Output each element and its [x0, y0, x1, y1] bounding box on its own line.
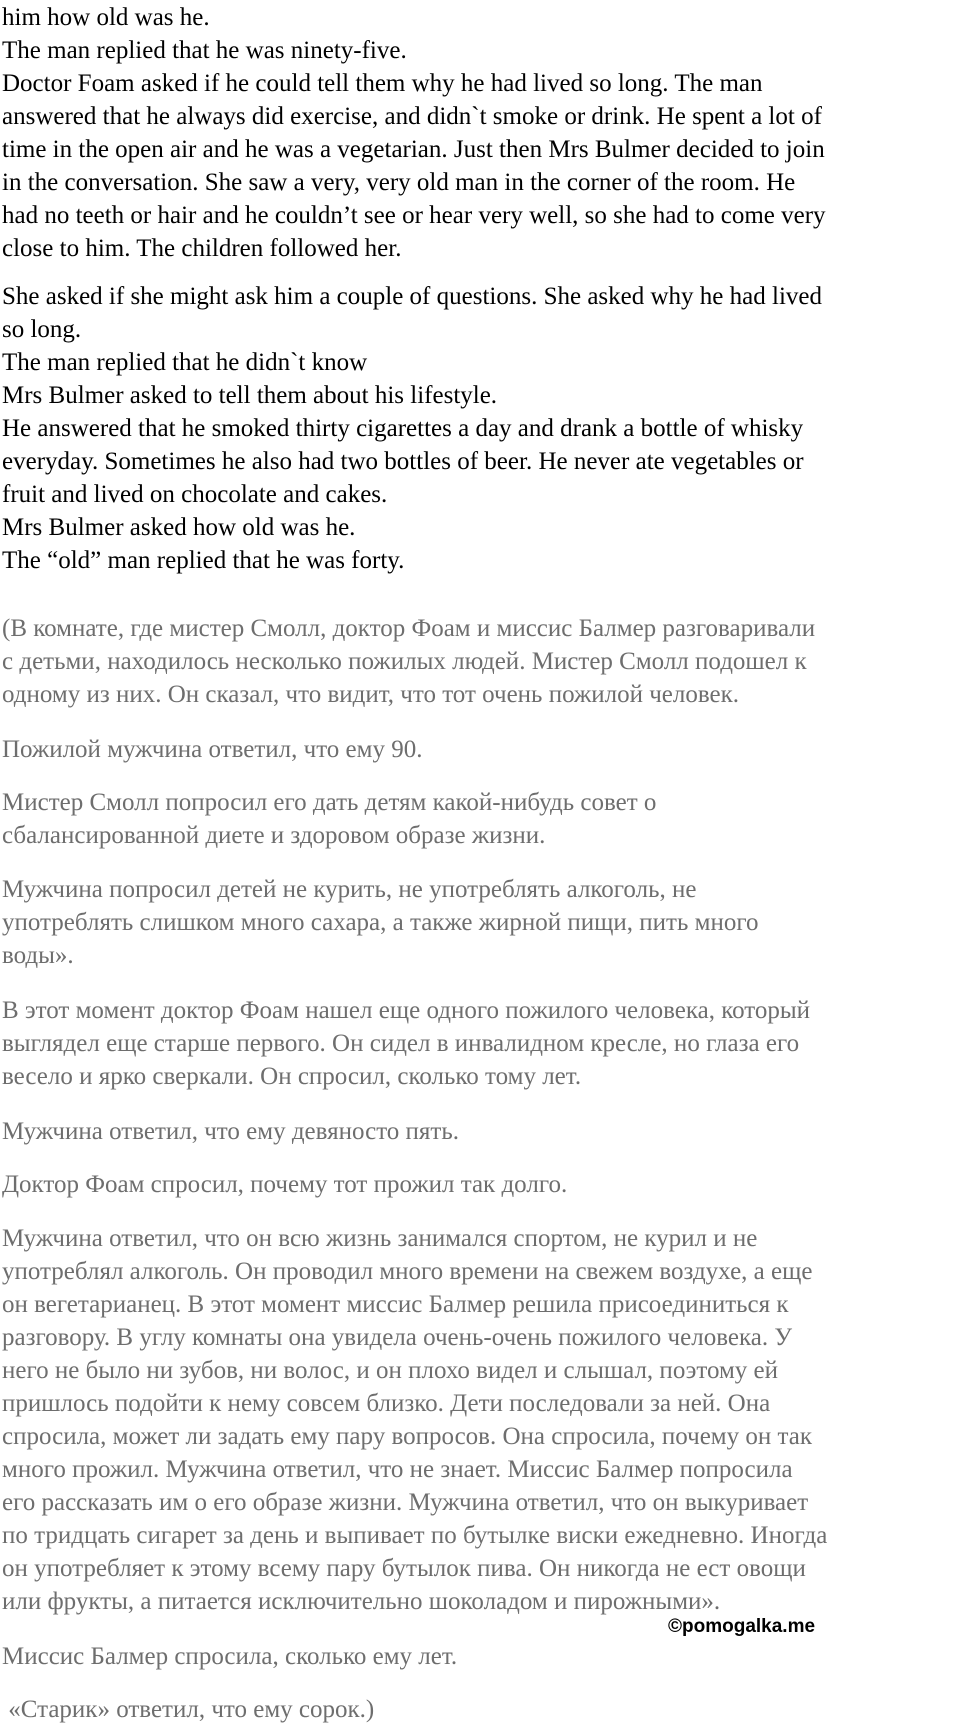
text-line: She asked if she might ask him a couple of questions. She asked why he had lived	[2, 283, 822, 310]
russian-paragraph-1	[2, 612, 958, 711]
text-line: сбалансированной диете и здоровом образе жизни.	[2, 822, 546, 849]
text-line: по тридцать сигарет за день и выпивает по бутылке виски ежедневно. Иногда	[2, 1522, 828, 1549]
text-line: Мужчина ответил, что ему девяносто пять.	[2, 1118, 460, 1145]
text-line: его рассказать им о его образе жизни. Мужчина ответил, что он выкуривает	[2, 1489, 809, 1516]
text-line: fruit and lived on chocolate and cakes.	[2, 481, 388, 508]
text-line: Миссис Балмер спросила, сколько ему лет.	[2, 1643, 458, 1670]
text-line: употреблял алкоголь. Он проводил много времени на свежем воздухе, а еще	[2, 1258, 813, 1285]
text-line: много прожил. Мужчина ответил, что не знает. Миссис Балмер попросила	[2, 1456, 793, 1483]
text-line: Mrs Bulmer asked how old was he.	[2, 514, 356, 541]
russian-paragraph-3	[2, 786, 958, 852]
text-line: Мистер Смолл попросил его дать детям какой-нибудь совет о	[2, 789, 657, 816]
text-line: он употребляет к этому всему пару бутылок пива. Он никогда не ест овощи	[2, 1555, 806, 1582]
english-block-1	[2, 1, 954, 265]
text-line: Mrs Bulmer asked to tell them about his lifestyle.	[2, 382, 498, 409]
text-line: с детьми, находилось несколько пожилых людей. Мистер Смолл подошел к	[2, 648, 807, 675]
text-line: он вегетарианец. В этот момент миссис Балмер решила присоединиться к	[2, 1291, 789, 1318]
text-line: (В комнате, где мистер Смолл, доктор Фоам и миссис Балмер разговаривали	[2, 615, 816, 642]
russian-paragraph-4	[2, 873, 958, 972]
text-line: Мужчина ответил, что он всю жизнь занимался спортом, не курил и не	[2, 1225, 758, 1252]
text-line: him how old was he.	[2, 4, 210, 31]
text-line: или фрукты, а питается исключительно шоколадом и пирожными».	[2, 1588, 721, 1615]
text-line: воды».	[2, 942, 74, 969]
text-line: had no teeth or hair and he couldn’t see or hear very well, so she had to come very	[2, 202, 826, 229]
russian-paragraph-8	[2, 1222, 958, 1618]
text-line: В этот момент доктор Фоам нашел еще одного пожилого человека, который	[2, 997, 811, 1024]
russian-paragraph-7	[2, 1168, 958, 1201]
text-line: спросила, может ли задать ему пару вопросов. Она спросила, почему он так	[2, 1423, 812, 1450]
text-line: The man replied that he was ninety-five.	[2, 37, 407, 64]
text-line: answered that he always did exercise, and didn`t smoke or drink. He spent a lot of	[2, 103, 822, 130]
text-line: пришлось подойти к нему совсем близко. Дети последовали за ней. Она	[2, 1390, 771, 1417]
text-line: Мужчина попросил детей не курить, не употреблять алкоголь, не	[2, 876, 697, 903]
russian-paragraph-9	[2, 1640, 958, 1673]
text-line: He answered that he smoked thirty cigarettes a day and drank a bottle of whisky	[2, 415, 804, 442]
text-line: весело и ярко сверкали. Он спросил, сколько тому лет.	[2, 1063, 582, 1090]
text-line: употреблять слишком много сахара, а также жирной пищи, пить много	[2, 909, 759, 936]
russian-paragraph-5	[2, 994, 958, 1093]
text-line: разговору. В углу комнаты она увидела очень-очень пожилого человека. У	[2, 1324, 793, 1351]
text-line: Пожилой мужчина ответил, что ему 90.	[2, 736, 423, 763]
russian-paragraph-10	[2, 1693, 958, 1726]
text-line: него не было ни зубов, ни волос, и он плохо видел и слышал, поэтому ей	[2, 1357, 779, 1384]
text-line: Доктор Фоам спросил, почему тот прожил так долго.	[2, 1171, 568, 1198]
text-line: in the conversation. She saw a very, very old man in the corner of the room. He	[2, 169, 796, 196]
text-line: одному из них. Он сказал, что видит, что тот очень пожилой человек.	[2, 681, 740, 708]
watermark-text: ©pomogalka.me	[668, 1616, 816, 1637]
text-line: close to him. The children followed her.	[2, 235, 402, 262]
text-line: The “old” man replied that he was forty.	[2, 547, 405, 574]
text-line: so long.	[2, 316, 82, 343]
text-line: выглядел еще старше первого. Он сидел в инвалидном кресле, но глаза его	[2, 1030, 800, 1057]
text-line: Doctor Foam asked if he could tell them why he had lived so long. The man	[2, 70, 763, 97]
text-line: time in the open air and he was a vegetarian. Just then Mrs Bulmer decided to join	[2, 136, 825, 163]
english-block-2	[2, 280, 954, 577]
russian-paragraph-6	[2, 1115, 958, 1148]
text-line: «Старик» ответил, что ему сорок.)	[2, 1696, 375, 1723]
text-line: everyday. Sometimes he also had two bottles of beer. He never ate vegetables or	[2, 448, 804, 475]
text-line: The man replied that he didn`t know	[2, 349, 368, 376]
russian-paragraph-2	[2, 733, 958, 766]
